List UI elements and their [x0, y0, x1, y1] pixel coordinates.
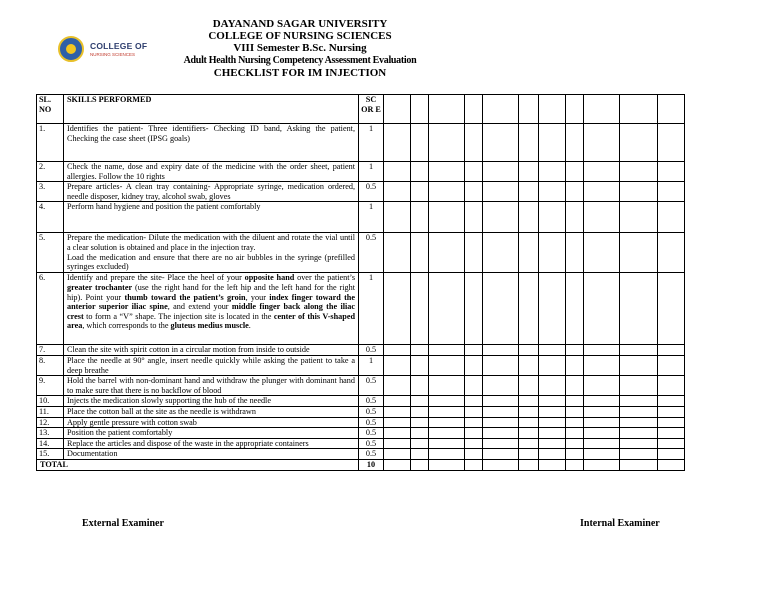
score-value: 0.5	[359, 406, 384, 417]
score-cell[interactable]	[483, 182, 519, 202]
score-cell[interactable]	[384, 406, 411, 417]
table-row	[37, 428, 685, 439]
score-cell[interactable]	[483, 396, 519, 407]
skill-emphasis: center of this V-shaped area	[67, 311, 356, 331]
score-cell[interactable]	[483, 162, 519, 182]
skill-text: Injects the medication slowly supporting the hub of the needle	[67, 396, 271, 406]
score-cell[interactable]	[384, 124, 411, 162]
score-cell[interactable]	[539, 449, 566, 460]
table-row	[37, 202, 685, 233]
score-cell[interactable]	[384, 233, 411, 273]
score-cell[interactable]	[384, 273, 411, 345]
score-cell[interactable]	[519, 95, 539, 124]
table-row	[37, 396, 685, 407]
score-cell[interactable]	[584, 124, 620, 162]
score-cell[interactable]	[658, 124, 685, 162]
score-cell[interactable]	[584, 162, 620, 182]
column-header-skills: SKILLS PERFORMED	[64, 95, 359, 124]
skill-description	[64, 438, 359, 449]
score-cell[interactable]	[620, 417, 658, 428]
score-cell[interactable]	[411, 202, 429, 233]
score-cell[interactable]	[658, 438, 685, 449]
score-cell[interactable]	[584, 428, 620, 439]
university-name: DAYANAND SAGAR UNIVERSITY	[212, 18, 388, 30]
score-cell[interactable]	[519, 406, 539, 417]
row-number: 5.	[37, 233, 64, 273]
score-cell[interactable]	[429, 182, 465, 202]
table-row	[37, 376, 685, 396]
score-cell[interactable]	[620, 202, 658, 233]
score-cell[interactable]	[465, 345, 483, 356]
score-cell[interactable]	[465, 182, 483, 202]
skill-description	[64, 406, 359, 417]
score-cell[interactable]	[519, 355, 539, 375]
score-cell[interactable]	[384, 449, 411, 460]
table-row	[37, 438, 685, 449]
total-label: TOTAL	[37, 459, 359, 470]
score-cell[interactable]	[519, 233, 539, 273]
row-number: 8.	[37, 355, 64, 375]
skill-text: Identifies the patient- Three identifiers- Checking ID band, Asking the patient, Checking the case sheet (IPSG goals)	[67, 124, 355, 143]
skill-text: .	[248, 321, 251, 331]
internal-examiner-label: Internal Examiner	[580, 518, 660, 529]
score-cell[interactable]	[658, 182, 685, 202]
score-cell[interactable]	[566, 273, 584, 345]
score-cell[interactable]	[429, 376, 465, 396]
score-cell[interactable]	[620, 396, 658, 407]
skill-emphasis: gluteus medius muscle	[170, 321, 249, 331]
skill-text: , your	[245, 292, 270, 302]
table-row	[37, 449, 685, 460]
skill-description	[64, 124, 359, 162]
score-cell[interactable]	[411, 438, 429, 449]
checklist-table	[36, 94, 685, 471]
score-cell[interactable]	[566, 355, 584, 375]
score-cell[interactable]	[429, 406, 465, 417]
score-value: 0.5	[359, 396, 384, 407]
score-cell[interactable]	[384, 345, 411, 356]
skill-emphasis: opposite hand	[244, 273, 295, 283]
row-number: 7.	[37, 345, 64, 356]
score-cell[interactable]	[539, 396, 566, 407]
row-number: 2.	[37, 162, 64, 182]
score-cell[interactable]	[483, 406, 519, 417]
score-cell[interactable]	[584, 233, 620, 273]
score-cell[interactable]	[384, 438, 411, 449]
score-cell[interactable]	[384, 95, 411, 124]
score-cell[interactable]	[429, 355, 465, 375]
score-cell[interactable]	[539, 355, 566, 375]
score-cell[interactable]	[566, 459, 584, 470]
logo-text-line2: NURSING SCIENCES	[90, 52, 136, 57]
score-cell[interactable]	[411, 273, 429, 345]
score-cell[interactable]	[620, 124, 658, 162]
score-cell[interactable]	[429, 428, 465, 439]
score-cell[interactable]	[411, 162, 429, 182]
skill-description	[64, 273, 359, 345]
skill-text: (use the right hand for the left hip and the left hand for the right hip). Point your	[67, 282, 355, 302]
score-cell[interactable]	[429, 438, 465, 449]
score-cell[interactable]	[539, 273, 566, 345]
score-cell[interactable]	[483, 202, 519, 233]
logo-text-line1: COLLEGE OF	[90, 41, 148, 51]
skill-text: Load the medication and ensure that there are no air bubbles in the syringe (prefilled syringes excluded)	[67, 252, 355, 272]
table-row	[37, 406, 685, 417]
skill-text: Prepare articles- A clean tray containing- Appropriate syringe, medication ordered, needle disposer, kidney tray, alcohol swab, gloves	[67, 182, 355, 201]
score-cell[interactable]	[584, 459, 620, 470]
skill-text: Clean the site with spirit cotton in a circular motion from inside to outside	[67, 345, 310, 355]
table-row	[37, 355, 685, 375]
skill-text: Replace the articles and dispose of the waste in the appropriate containers	[67, 438, 309, 448]
score-cell[interactable]	[620, 355, 658, 375]
skill-description	[64, 417, 359, 428]
score-cell[interactable]	[620, 459, 658, 470]
score-cell[interactable]	[429, 459, 465, 470]
score-cell[interactable]	[620, 273, 658, 345]
row-number: 1.	[37, 124, 64, 162]
score-cell[interactable]	[658, 449, 685, 460]
score-cell[interactable]	[465, 406, 483, 417]
score-value: 0.5	[359, 428, 384, 439]
score-cell[interactable]	[584, 182, 620, 202]
score-value: 0.5	[359, 438, 384, 449]
score-cell[interactable]	[620, 162, 658, 182]
table-row	[37, 124, 685, 162]
score-cell[interactable]	[620, 449, 658, 460]
score-cell[interactable]	[566, 406, 584, 417]
score-cell[interactable]	[658, 376, 685, 396]
score-cell[interactable]	[429, 417, 465, 428]
score-cell[interactable]	[584, 376, 620, 396]
skill-text: Identify and prepare the site- Place the heel of your	[67, 273, 245, 283]
row-number: 9.	[37, 376, 64, 396]
score-cell[interactable]	[429, 202, 465, 233]
score-value: 0.5	[359, 376, 384, 396]
score-cell[interactable]	[519, 162, 539, 182]
score-value: 1	[359, 124, 384, 162]
score-cell[interactable]	[584, 273, 620, 345]
score-cell[interactable]	[384, 162, 411, 182]
semester-line: VIII Semester B.Sc. Nursing	[233, 42, 367, 55]
score-cell[interactable]	[465, 417, 483, 428]
score-cell[interactable]	[411, 376, 429, 396]
score-cell[interactable]	[539, 182, 566, 202]
total-row	[37, 459, 685, 470]
score-cell[interactable]	[519, 124, 539, 162]
score-cell[interactable]	[658, 459, 685, 470]
score-cell[interactable]	[483, 95, 519, 124]
score-cell[interactable]	[411, 182, 429, 202]
checklist-title: CHECKLIST FOR IM INJECTION	[213, 66, 387, 79]
skill-text: Position the patient comfortably	[67, 428, 173, 438]
skill-text: Hold the barrel with non-dominant hand and withdraw the plunger with dominant hand to make sure that there is no backflow of blood	[67, 376, 355, 395]
score-cell[interactable]	[658, 233, 685, 273]
score-cell[interactable]	[539, 428, 566, 439]
skill-emphasis: middle finger back along the iliac crest	[67, 302, 355, 321]
score-cell[interactable]	[384, 459, 411, 470]
score-cell[interactable]	[620, 95, 658, 124]
score-cell[interactable]	[539, 162, 566, 182]
skill-text: , and extend your	[167, 302, 232, 312]
score-cell[interactable]	[539, 202, 566, 233]
score-cell[interactable]	[465, 438, 483, 449]
score-cell[interactable]	[539, 438, 566, 449]
score-cell[interactable]	[658, 396, 685, 407]
score-cell[interactable]	[519, 449, 539, 460]
row-number: 11.	[37, 406, 64, 417]
score-cell[interactable]	[429, 95, 465, 124]
score-cell[interactable]	[620, 406, 658, 417]
score-value: 0.5	[359, 449, 384, 460]
score-cell[interactable]	[384, 182, 411, 202]
score-cell[interactable]	[584, 449, 620, 460]
skill-text: Check the name, dose and expiry date of the medicine with the order sheet, patient allergies. Follow the 10 rights	[67, 162, 355, 181]
skill-description	[64, 345, 359, 356]
table-row	[37, 182, 685, 202]
skill-description	[64, 233, 359, 273]
score-cell[interactable]	[519, 428, 539, 439]
score-value: 1	[359, 202, 384, 233]
skill-description	[64, 376, 359, 396]
score-cell[interactable]	[539, 124, 566, 162]
score-cell[interactable]	[429, 345, 465, 356]
score-cell[interactable]	[519, 438, 539, 449]
table-row	[37, 417, 685, 428]
skill-text: Place the cotton ball at the site as the needle is withdrawn	[67, 406, 256, 416]
score-cell[interactable]	[584, 438, 620, 449]
score-cell[interactable]	[519, 202, 539, 233]
score-cell[interactable]	[566, 233, 584, 273]
score-cell[interactable]	[519, 273, 539, 345]
score-cell[interactable]	[519, 345, 539, 356]
score-cell[interactable]	[658, 162, 685, 182]
skill-emphasis: greater trochanter	[67, 282, 133, 292]
skill-text: over the patient’s	[294, 273, 356, 283]
skill-description	[64, 182, 359, 202]
score-cell[interactable]	[566, 428, 584, 439]
skill-description	[64, 449, 359, 460]
score-cell[interactable]	[465, 396, 483, 407]
score-cell[interactable]	[584, 396, 620, 407]
score-cell[interactable]	[411, 355, 429, 375]
score-cell[interactable]	[519, 376, 539, 396]
row-number: 6.	[37, 273, 64, 345]
table-row	[37, 273, 685, 345]
score-cell[interactable]	[483, 438, 519, 449]
table-header-row	[37, 95, 685, 124]
score-cell[interactable]	[620, 428, 658, 439]
score-cell[interactable]	[465, 376, 483, 396]
score-cell[interactable]	[584, 95, 620, 124]
row-number: 13.	[37, 428, 64, 439]
skill-text: , which corresponds to the	[82, 321, 171, 331]
score-cell[interactable]	[483, 355, 519, 375]
score-cell[interactable]	[411, 345, 429, 356]
column-header-sl-no: SL. NO	[37, 95, 64, 124]
score-cell[interactable]	[483, 345, 519, 356]
row-number: 4.	[37, 202, 64, 233]
score-cell[interactable]	[384, 202, 411, 233]
score-cell[interactable]	[584, 417, 620, 428]
score-cell[interactable]	[584, 202, 620, 233]
score-cell[interactable]	[384, 428, 411, 439]
score-cell[interactable]	[519, 459, 539, 470]
score-cell[interactable]	[411, 406, 429, 417]
score-cell[interactable]	[539, 233, 566, 273]
score-cell[interactable]	[620, 376, 658, 396]
score-cell[interactable]	[566, 124, 584, 162]
skill-text: Place the needle at 90° angle, insert needle quickly while asking the patient to take a deep breathe	[67, 355, 355, 375]
skill-description	[64, 396, 359, 407]
score-value: 1	[359, 355, 384, 375]
table-row	[37, 345, 685, 356]
row-number: 14.	[37, 438, 64, 449]
score-cell[interactable]	[566, 182, 584, 202]
score-cell[interactable]	[384, 396, 411, 407]
score-cell[interactable]	[483, 233, 519, 273]
score-cell[interactable]	[483, 417, 519, 428]
score-cell[interactable]	[620, 233, 658, 273]
score-cell[interactable]	[483, 273, 519, 345]
row-number: 3.	[37, 182, 64, 202]
total-score: 10	[359, 459, 384, 470]
score-cell[interactable]	[658, 417, 685, 428]
score-cell[interactable]	[465, 233, 483, 273]
score-cell[interactable]	[384, 417, 411, 428]
skill-emphasis: thumb toward the patient’s groin	[124, 292, 246, 302]
score-cell[interactable]	[465, 273, 483, 345]
score-cell[interactable]	[483, 449, 519, 460]
score-value: 0.5	[359, 345, 384, 356]
score-cell[interactable]	[429, 124, 465, 162]
score-cell[interactable]	[465, 95, 483, 124]
score-cell[interactable]	[519, 417, 539, 428]
score-cell[interactable]	[539, 406, 566, 417]
college-name: COLLEGE OF NURSING SCIENCES	[208, 30, 392, 43]
score-cell[interactable]	[483, 376, 519, 396]
score-cell[interactable]	[566, 202, 584, 233]
score-cell[interactable]	[539, 459, 566, 470]
score-cell[interactable]	[566, 345, 584, 356]
score-cell[interactable]	[566, 417, 584, 428]
score-value: 1	[359, 162, 384, 182]
score-cell[interactable]	[411, 417, 429, 428]
score-cell[interactable]	[566, 376, 584, 396]
score-cell[interactable]	[519, 396, 539, 407]
score-cell[interactable]	[411, 459, 429, 470]
score-cell[interactable]	[411, 124, 429, 162]
skill-text: to form a “V” shape. The injection site is located in the	[83, 311, 274, 321]
skill-description	[64, 202, 359, 233]
skill-description	[64, 162, 359, 182]
row-number: 12.	[37, 417, 64, 428]
score-cell[interactable]	[411, 396, 429, 407]
score-cell[interactable]	[519, 182, 539, 202]
score-value: 1	[359, 273, 384, 345]
score-cell[interactable]	[411, 428, 429, 439]
skill-description	[64, 428, 359, 439]
score-cell[interactable]	[566, 162, 584, 182]
skill-text: Perform hand hygiene and position the patient comfortably	[67, 202, 261, 212]
score-cell[interactable]	[566, 438, 584, 449]
score-cell[interactable]	[429, 273, 465, 345]
score-cell[interactable]	[566, 396, 584, 407]
score-cell[interactable]	[384, 376, 411, 396]
score-value: 0.5	[359, 182, 384, 202]
score-cell[interactable]	[483, 428, 519, 439]
score-cell[interactable]	[539, 95, 566, 124]
skill-text: Apply gentle pressure with cotton swab	[67, 417, 197, 427]
score-cell[interactable]	[658, 406, 685, 417]
score-cell[interactable]	[384, 355, 411, 375]
score-cell[interactable]	[539, 376, 566, 396]
table-row	[37, 162, 685, 182]
score-cell[interactable]	[620, 182, 658, 202]
score-cell[interactable]	[465, 428, 483, 439]
external-examiner-label: External Examiner	[82, 518, 164, 529]
score-cell[interactable]	[429, 449, 465, 460]
score-cell[interactable]	[411, 233, 429, 273]
score-cell[interactable]	[658, 428, 685, 439]
score-cell[interactable]	[465, 162, 483, 182]
skill-text: Prepare the medication- Dilute the medication with the diluent and rotate the vial until a clear solution is obtained and place in the injection tray.	[67, 233, 355, 252]
evaluation-title: Adult Health Nursing Competency Assessment Evaluation	[183, 54, 417, 66]
document-header	[0, 18, 600, 79]
score-cell[interactable]	[566, 449, 584, 460]
score-cell[interactable]	[584, 345, 620, 356]
score-cell[interactable]	[465, 124, 483, 162]
score-cell[interactable]	[411, 449, 429, 460]
score-cell[interactable]	[465, 449, 483, 460]
score-cell[interactable]	[429, 162, 465, 182]
score-value: 0.5	[359, 233, 384, 273]
score-value: 0.5	[359, 417, 384, 428]
skill-description	[64, 355, 359, 375]
table-row	[37, 233, 685, 273]
score-cell[interactable]	[658, 273, 685, 345]
score-cell[interactable]	[539, 417, 566, 428]
score-cell[interactable]	[429, 233, 465, 273]
score-cell[interactable]	[584, 406, 620, 417]
score-cell[interactable]	[620, 345, 658, 356]
score-cell[interactable]	[539, 345, 566, 356]
score-cell[interactable]	[465, 459, 483, 470]
score-cell[interactable]	[658, 95, 685, 124]
score-cell[interactable]	[465, 202, 483, 233]
score-cell[interactable]	[411, 95, 429, 124]
score-cell[interactable]	[429, 396, 465, 407]
column-header-score: SC OR E	[359, 95, 384, 124]
score-cell[interactable]	[620, 438, 658, 449]
score-cell[interactable]	[483, 124, 519, 162]
score-cell[interactable]	[483, 459, 519, 470]
score-cell[interactable]	[584, 355, 620, 375]
score-cell[interactable]	[566, 95, 584, 124]
score-cell[interactable]	[465, 355, 483, 375]
score-cell[interactable]	[658, 202, 685, 233]
row-number: 15.	[37, 449, 64, 460]
row-number: 10.	[37, 396, 64, 407]
score-cell[interactable]	[658, 355, 685, 375]
skill-emphasis: index finger toward the anterior superior iliac spine	[67, 292, 355, 312]
score-cell[interactable]	[658, 345, 685, 356]
skill-text: Documentation	[67, 449, 118, 459]
